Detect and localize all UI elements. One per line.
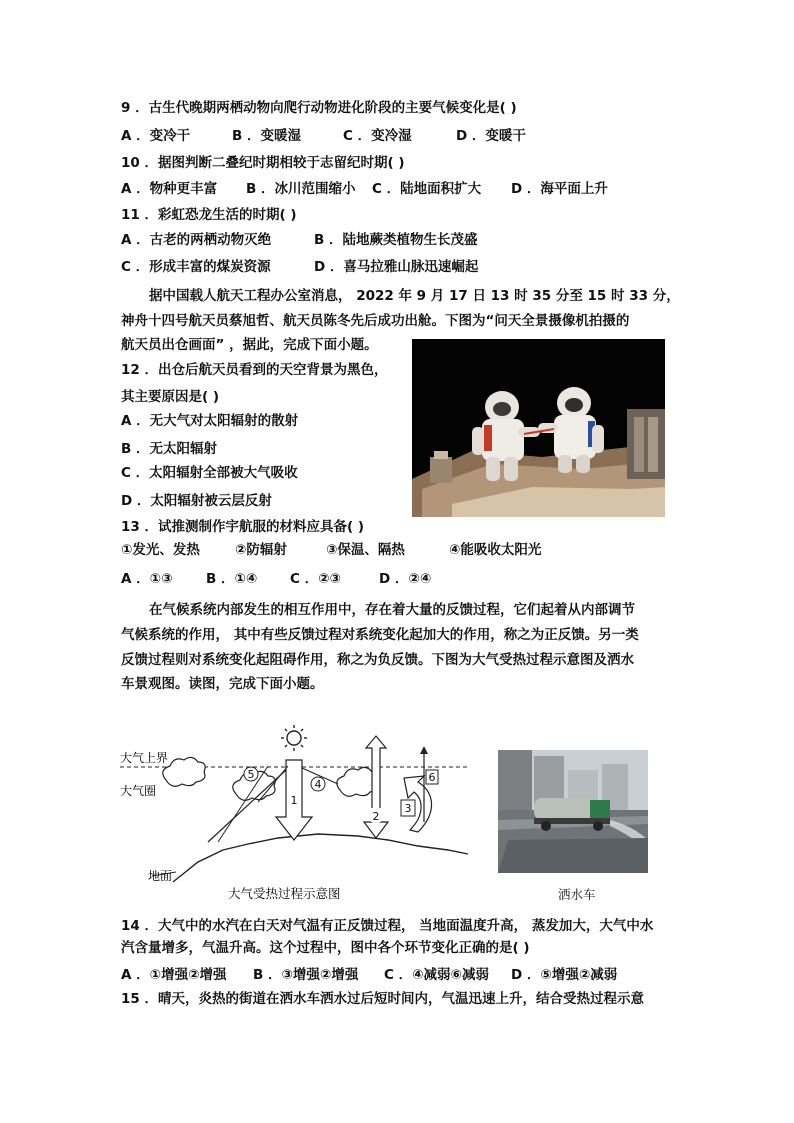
q13-stem: 13 ．试推测制作宇航服的材料应具备( ) <box>121 519 365 535</box>
q10-option-c: C ．陆地面积扩大 <box>372 181 482 197</box>
label-5: 5 <box>247 768 255 781</box>
q10-stem: 10 ．据图判断二叠纪时期相较于志留纪时期( ) <box>121 155 405 171</box>
q9-option-a: A ．变冷干 <box>121 128 191 144</box>
label-6: 6 <box>428 771 436 784</box>
astronaut-photo <box>412 339 665 517</box>
q13-option-a: A ．①③ <box>121 571 173 587</box>
label-1: 1 <box>290 794 298 807</box>
atmosphere-label: 大气圈 <box>120 784 157 798</box>
q13-option-c: C ．②③ <box>290 571 341 587</box>
q14-option-c: C ．④减弱⑥减弱 <box>384 967 489 983</box>
q13-item-3: ③保温、隔热 <box>326 542 405 558</box>
cloud-icon <box>163 757 205 786</box>
label-2: 2 <box>372 810 380 823</box>
q14-stem-line1: 14 ．大气中的水汽在白天对气温有正反馈过程， 当地面温度升高， 蒸发加大，大气中水 <box>121 918 654 934</box>
intro1-line3: 航天员出仓画面” ，据此，完成下面小题。 <box>121 337 378 353</box>
q13-item-4: ④能吸收太阳光 <box>449 542 542 558</box>
q14-option-a: A ．①增强②增强 <box>121 967 227 983</box>
q9-stem: 9 ．古生代晚期两栖动物向爬行动物进化阶段的主要气候变化是( ) <box>121 100 517 116</box>
q9-option-d: D ．变暖干 <box>456 128 526 144</box>
q12-stem-line1: 12 ．出仓后航天员看到的天空背景为黑色， <box>121 362 388 378</box>
upper-boundary-label: 大气上界 <box>120 751 169 765</box>
astronaut-photo-illustration <box>412 339 665 517</box>
diagram-caption: 大气受热过程示意图 <box>228 886 341 901</box>
intro1-line2: 神舟十四号航天员蔡旭哲、航天员陈冬先后成功出舱。下图为“问天全景摄像机拍摄的 <box>121 313 630 329</box>
q10-option-a: A ．物种更丰富 <box>121 181 218 197</box>
sun-icon <box>281 725 307 751</box>
q11-option-d: D ．喜马拉雅山脉迅速崛起 <box>314 259 479 275</box>
q13-option-d: D ．②④ <box>379 571 432 587</box>
intro2-line2: 气候系统的作用， 其中有些反馈过程对系统变化起加大的作用，称之为正反馈。另一类 <box>121 627 639 643</box>
q11-option-c: C ．形成丰富的煤炭资源 <box>121 259 271 275</box>
q13-option-b: B ．①④ <box>206 571 258 587</box>
q12-option-d: D ．太阳辐射被云层反射 <box>121 493 272 509</box>
q12-option-a: A ．无大气对太阳辐射的散射 <box>121 413 299 429</box>
ground-label: 地面 <box>148 869 173 883</box>
q9-option-b: B ．变暖湿 <box>232 128 301 144</box>
q9-option-c: C ．变冷湿 <box>343 128 412 144</box>
label-4: 4 <box>314 778 322 791</box>
q13-item-2: ②防辐射 <box>235 542 287 558</box>
q14-option-b: B ．③增强②增强 <box>253 967 359 983</box>
q11-stem: 11 ．彩虹恐龙生活的时期( ) <box>121 207 297 223</box>
q12-stem-line2: 其主要原因是( ) <box>121 389 220 405</box>
atmosphere-heating-diagram <box>118 722 473 907</box>
q10-option-d: D ．海平面上升 <box>511 181 608 197</box>
water-truck-caption: 洒水车 <box>558 887 596 902</box>
water-truck-photo <box>498 750 648 873</box>
q11-option-b: B ．陆地蕨类植物生长茂盛 <box>314 232 478 248</box>
label-3: 3 <box>404 802 412 815</box>
arrow-6-head <box>420 746 428 754</box>
intro2-line3: 反馈过程则对系统变化起阻碍作用，称之为负反馈。下图为大气受热过程示意图及洒水 <box>121 652 634 668</box>
q12-option-b: B ．无太阳辐射 <box>121 441 217 457</box>
q14-stem-line2: 汽含量增多，气温升高。这个过程中，图中各个环节变化正确的是( ) <box>121 940 530 956</box>
intro2-line4: 车景观图。读图，完成下面小题。 <box>121 676 324 692</box>
q10-option-b: B ．冰川范围缩小 <box>246 181 356 197</box>
q12-option-c: C ．太阳辐射全部被大气吸收 <box>121 465 298 481</box>
q14-option-d: D ．⑤增强②减弱 <box>511 967 618 983</box>
q13-item-1: ①发光、发热 <box>121 542 200 558</box>
water-truck-illustration <box>498 750 648 873</box>
intro2-line1: 在气候系统内部发生的相互作用中，存在着大量的反馈过程，它们起着从内部调节 <box>149 602 635 618</box>
q11-option-a: A ．古老的两栖动物灭绝 <box>121 232 272 248</box>
ground-line <box>173 834 468 882</box>
intro1-line1: 据中国载人航天工程办公室消息， 2022 年 9 月 17 日 13 时 35 分至 15 时 33 分， <box>149 288 680 304</box>
q15-stem: 15 ．晴天，炎热的街道在洒水车洒水过后短时间内，气温迅速上升，结合受热过程示意 <box>121 991 644 1007</box>
